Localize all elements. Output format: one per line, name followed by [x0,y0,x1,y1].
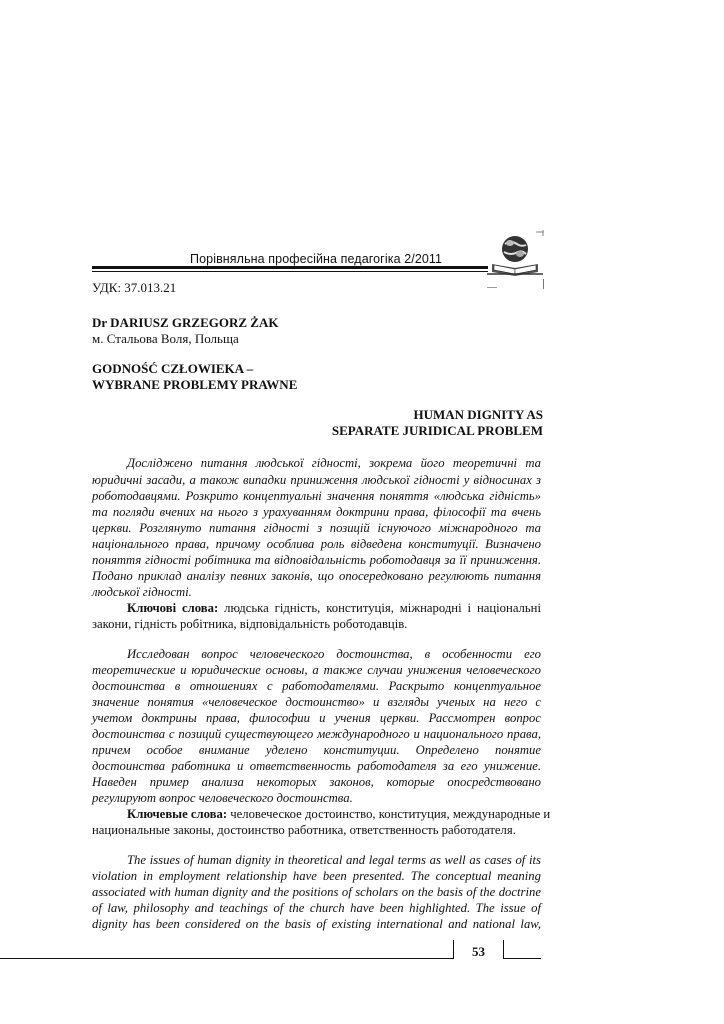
abstract-ru-line: регулируют вопрос человеческого достоинства. [92,791,353,805]
keywords-ru-line: национальные законы, достоинство работника, ответственность работодателя. [92,823,516,837]
title-english-line: HUMAN DIGNITY AS [413,407,543,422]
abstract-ua-line: людської гідності. [92,585,192,599]
abstract-ru-line: учетом доктрины права, философии и учения церкви. Рассмотрен вопрос [92,711,541,725]
abstract-ru-line: достоинства с позиций существующего международного и национального права, [92,727,541,741]
logo-dash [487,287,497,288]
abstract-ru-line: Исследован вопрос человеческого достоинства, в особенности его [127,647,541,661]
header-rule-thin [92,271,488,272]
abstract-ru-line: достоинства в отношениях с работодателями. Раскрыто концептуальное [92,679,541,693]
abstract-ua-line: та погляди вчених на нього з урахуванням доктрини права, філософії та вчень [92,505,541,519]
abstract-ua-line: Досліджено питання людської гідності, зокрема його теоретичні та [127,456,541,470]
footer-rule [0,958,453,959]
title-english [332,407,543,439]
title-polish-line: WYBRANE PROBLEMY PRAWNE [92,377,298,392]
keywords-label: Ключевые слова: [127,807,228,821]
abstract-ua-line: національного права, причому особлива роль відведена конституції. Визначено [92,537,541,551]
abstract-ua-line: поняття гідності робітника та відповідальність роботодавця за її приниження. [92,553,541,567]
abstract-en-line: dignity has been considered on the basis of existing international and national law, [92,917,541,931]
keywords-label: Ключові слова: [127,601,219,615]
logo-tick [543,279,544,289]
abstract-en-line: violation in employment relationship have been presented. The conceptual meaning [92,869,541,883]
abstract-ru-line: достоинства работника и ответственность работодателя за его унижение. [92,759,541,773]
abstract-ua-line: Подано приклад аналізу певних законів, що опосередковано регулюють питання [92,569,541,583]
abstract-en-line: associated with human dignity and the positions of scholars on the basis of the doctrine [92,885,541,899]
header-rule [92,266,488,269]
abstract-en-line: The issues of human dignity in theoretical and legal terms as well as cases of its [127,853,541,867]
author-name: Dr DARIUSZ GRZEGORZ ŻAK [92,315,279,330]
keywords-text: человеческое достоинство, конституция, международные и [227,807,551,821]
author-affiliation: м. Стальова Воля, Польща [92,331,239,346]
udc-code: УДК: 37.013.21 [92,280,177,295]
page-number: 53 [472,944,485,959]
abstract-ua-line: роботодавцями. Розкрито концептуальні значення поняття «людська гідність» [92,489,541,503]
journal-header: Порівняльна професійна педагогіка 2/2011 [190,252,443,266]
keywords-ua-line: закони, гідність робітника, відповідальність роботодавців. [92,617,408,631]
abstract-ru-line: теоретические и юридические основы, а также случаи унижения человеческого [92,663,541,677]
title-english-line: SEPARATE JURIDICAL PROBLEM [331,423,543,438]
abstract-ua-line: церкви. Розглянуто питання гідності з позицій існуючого міжнародного та [92,521,541,535]
globe-book-logo [486,230,544,280]
keywords-ua [127,600,541,616]
abstract-ru-line: значение понятия «человеческое достоинство» и взгляды ученых на него с [92,695,541,709]
keywords-ru [127,806,551,822]
title-polish [92,361,297,393]
abstract-ua-line: юридичні засади, а також випадки приниження людської гідності у відносинах з [92,473,541,487]
footer-rule-right [504,958,541,959]
abstract-ru-line: причем особое внимание уделено конституции. Определено понятие [92,743,541,757]
title-polish-line: GODNOŚĆ CZŁOWIEKA – [92,361,254,376]
abstract-ru-line: Наведен пример анализа некоторых законов, которые опосредствовано [92,775,541,789]
keywords-text: людська гідність, конституція, міжнародні і національні [218,601,541,615]
abstract-en-line: of law, philosophy and teachings of the church have been highlighted. The issue of [92,901,541,915]
